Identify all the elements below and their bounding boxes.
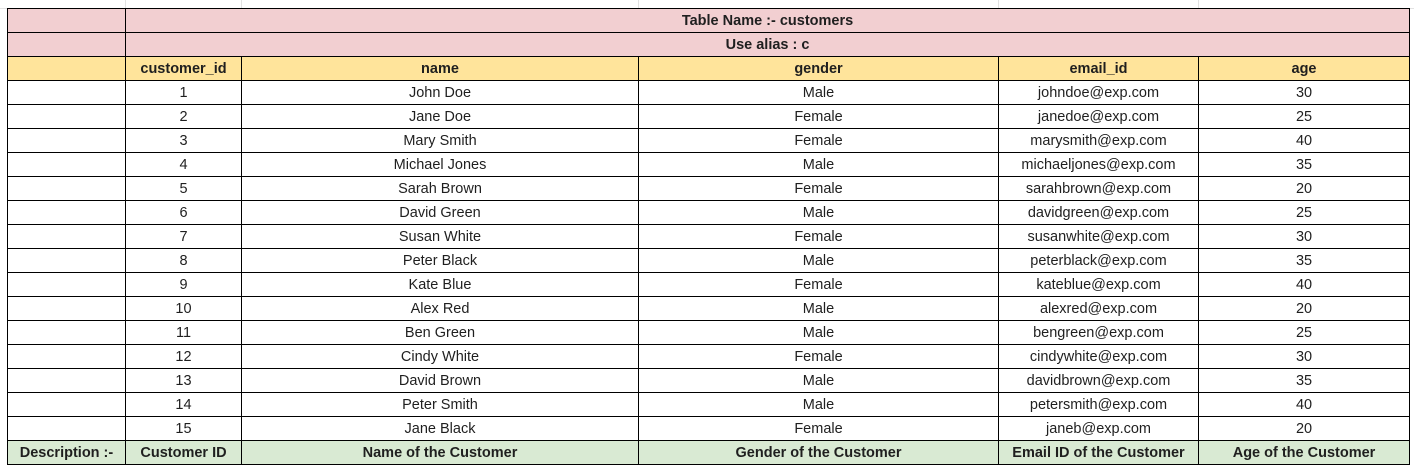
- cell-email-id[interactable]: bengreen@exp.com: [999, 321, 1199, 345]
- cell-name[interactable]: Cindy White: [242, 345, 639, 369]
- cell-name[interactable]: Susan White: [242, 225, 639, 249]
- cell-age[interactable]: 25: [1199, 105, 1410, 129]
- column-header-gender[interactable]: gender: [639, 57, 999, 81]
- customers-table: [7, 8, 1410, 465]
- cell-age[interactable]: 20: [1199, 177, 1410, 201]
- cell-gender[interactable]: Female: [639, 129, 999, 153]
- cell-gender[interactable]: Female: [639, 105, 999, 129]
- cell-customer-id[interactable]: 7: [126, 225, 242, 249]
- cell-age[interactable]: 20: [1199, 297, 1410, 321]
- column-header-email-id[interactable]: email_id: [999, 57, 1199, 81]
- blank-cell[interactable]: [8, 177, 126, 201]
- cell-gender[interactable]: Female: [639, 345, 999, 369]
- blank-cell[interactable]: [8, 249, 126, 273]
- cell-email-id[interactable]: sarahbrown@exp.com: [999, 177, 1199, 201]
- cell-gender[interactable]: Male: [639, 201, 999, 225]
- cell-customer-id[interactable]: 10: [126, 297, 242, 321]
- table-name-cell[interactable]: Table Name :- customers: [126, 9, 1410, 33]
- table-row: [8, 273, 1410, 297]
- gridline: [998, 0, 999, 8]
- blank-cell[interactable]: [8, 105, 126, 129]
- blank-cell[interactable]: [8, 153, 126, 177]
- blank-cell[interactable]: [8, 33, 126, 57]
- cell-customer-id[interactable]: 9: [126, 273, 242, 297]
- cell-name[interactable]: Michael Jones: [242, 153, 639, 177]
- cell-name[interactable]: Jane Doe: [242, 105, 639, 129]
- cell-customer-id[interactable]: 3: [126, 129, 242, 153]
- cell-name[interactable]: Sarah Brown: [242, 177, 639, 201]
- description-customer-id[interactable]: Customer ID: [126, 441, 242, 465]
- cell-age[interactable]: 30: [1199, 225, 1410, 249]
- alias-cell[interactable]: Use alias : c: [126, 33, 1410, 57]
- cell-email-id[interactable]: petersmith@exp.com: [999, 393, 1199, 417]
- cell-age[interactable]: 30: [1199, 345, 1410, 369]
- table-row: [8, 321, 1410, 345]
- table-row: [8, 153, 1410, 177]
- cell-name[interactable]: Jane Black: [242, 417, 639, 441]
- cell-customer-id[interactable]: 2: [126, 105, 242, 129]
- cell-age[interactable]: 30: [1199, 81, 1410, 105]
- column-header-name[interactable]: name: [242, 57, 639, 81]
- table-row: [8, 297, 1410, 321]
- blank-cell[interactable]: [8, 393, 126, 417]
- cell-age[interactable]: 35: [1199, 369, 1410, 393]
- table-row: [8, 201, 1410, 225]
- cell-email-id[interactable]: peterblack@exp.com: [999, 249, 1199, 273]
- cell-customer-id[interactable]: 11: [126, 321, 242, 345]
- blank-cell[interactable]: [8, 345, 126, 369]
- cell-gender[interactable]: Male: [639, 249, 999, 273]
- gridline: [125, 0, 126, 8]
- column-header-row: [8, 57, 1410, 81]
- cell-customer-id[interactable]: 13: [126, 369, 242, 393]
- description-row: [8, 441, 1410, 465]
- cell-age[interactable]: 35: [1199, 153, 1410, 177]
- gridline: [638, 0, 639, 8]
- blank-cell[interactable]: [8, 57, 126, 81]
- cell-customer-id[interactable]: 12: [126, 345, 242, 369]
- cell-email-id[interactable]: johndoe@exp.com: [999, 81, 1199, 105]
- cell-customer-id[interactable]: 1: [126, 81, 242, 105]
- cell-age[interactable]: 35: [1199, 249, 1410, 273]
- table-row: [8, 225, 1410, 249]
- cell-age[interactable]: 25: [1199, 201, 1410, 225]
- cell-gender[interactable]: Male: [639, 153, 999, 177]
- cell-gender[interactable]: Male: [639, 369, 999, 393]
- cell-email-id[interactable]: cindywhite@exp.com: [999, 345, 1199, 369]
- cell-name[interactable]: Alex Red: [242, 297, 639, 321]
- cell-email-id[interactable]: michaeljones@exp.com: [999, 153, 1199, 177]
- column-header-age[interactable]: age: [1199, 57, 1410, 81]
- cell-age[interactable]: 20: [1199, 417, 1410, 441]
- cell-name[interactable]: David Brown: [242, 369, 639, 393]
- cell-name[interactable]: Ben Green: [242, 321, 639, 345]
- description-email-id[interactable]: Email ID of the Customer: [999, 441, 1199, 465]
- cell-name[interactable]: David Green: [242, 201, 639, 225]
- blank-cell[interactable]: [8, 417, 126, 441]
- description-label[interactable]: Description :-: [8, 441, 126, 465]
- cell-email-id[interactable]: kateblue@exp.com: [999, 273, 1199, 297]
- table-row: [8, 81, 1410, 105]
- blank-cell[interactable]: [8, 201, 126, 225]
- cell-gender[interactable]: Male: [639, 297, 999, 321]
- column-header-customer-id[interactable]: customer_id: [126, 57, 242, 81]
- cell-email-id[interactable]: davidbrown@exp.com: [999, 369, 1199, 393]
- cell-email-id[interactable]: marysmith@exp.com: [999, 129, 1199, 153]
- cell-email-id[interactable]: janeb@exp.com: [999, 417, 1199, 441]
- table-row: [8, 369, 1410, 393]
- table-row: [8, 129, 1410, 153]
- cell-gender[interactable]: Female: [639, 225, 999, 249]
- table-row: [8, 249, 1410, 273]
- cell-gender[interactable]: Female: [639, 417, 999, 441]
- description-gender[interactable]: Gender of the Customer: [639, 441, 999, 465]
- cell-customer-id[interactable]: 4: [126, 153, 242, 177]
- cell-customer-id[interactable]: 5: [126, 177, 242, 201]
- gridline: [1198, 0, 1199, 8]
- cell-age[interactable]: 40: [1199, 273, 1410, 297]
- cell-email-id[interactable]: susanwhite@exp.com: [999, 225, 1199, 249]
- blank-cell[interactable]: [8, 297, 126, 321]
- cell-age[interactable]: 40: [1199, 393, 1410, 417]
- gridline: [241, 0, 242, 8]
- table-row: [8, 393, 1410, 417]
- blank-cell[interactable]: [8, 225, 126, 249]
- table-name-row: [8, 9, 1410, 33]
- cell-name[interactable]: John Doe: [242, 81, 639, 105]
- cell-gender[interactable]: Male: [639, 393, 999, 417]
- cell-customer-id[interactable]: 6: [126, 201, 242, 225]
- cell-age[interactable]: 40: [1199, 129, 1410, 153]
- alias-row: [8, 33, 1410, 57]
- table-row: [8, 417, 1410, 441]
- cell-email-id[interactable]: davidgreen@exp.com: [999, 201, 1199, 225]
- table-row: [8, 345, 1410, 369]
- cell-gender[interactable]: Female: [639, 177, 999, 201]
- blank-cell[interactable]: [8, 81, 126, 105]
- table-row: [8, 105, 1410, 129]
- cell-email-id[interactable]: alexred@exp.com: [999, 297, 1199, 321]
- cell-email-id[interactable]: janedoe@exp.com: [999, 105, 1199, 129]
- cell-name[interactable]: Kate Blue: [242, 273, 639, 297]
- blank-cell[interactable]: [8, 321, 126, 345]
- cell-customer-id[interactable]: 15: [126, 417, 242, 441]
- table-row: [8, 177, 1410, 201]
- cell-name[interactable]: Peter Black: [242, 249, 639, 273]
- cell-name[interactable]: Mary Smith: [242, 129, 639, 153]
- blank-cell[interactable]: [8, 369, 126, 393]
- blank-cell[interactable]: [8, 9, 126, 33]
- cell-age[interactable]: 25: [1199, 321, 1410, 345]
- blank-cell[interactable]: [8, 129, 126, 153]
- description-age[interactable]: Age of the Customer: [1199, 441, 1410, 465]
- blank-cell[interactable]: [8, 273, 126, 297]
- cell-gender[interactable]: Male: [639, 321, 999, 345]
- cell-gender[interactable]: Female: [639, 273, 999, 297]
- cell-customer-id[interactable]: 8: [126, 249, 242, 273]
- cell-gender[interactable]: Male: [639, 81, 999, 105]
- cell-name[interactable]: Peter Smith: [242, 393, 639, 417]
- cell-customer-id[interactable]: 14: [126, 393, 242, 417]
- description-name[interactable]: Name of the Customer: [242, 441, 639, 465]
